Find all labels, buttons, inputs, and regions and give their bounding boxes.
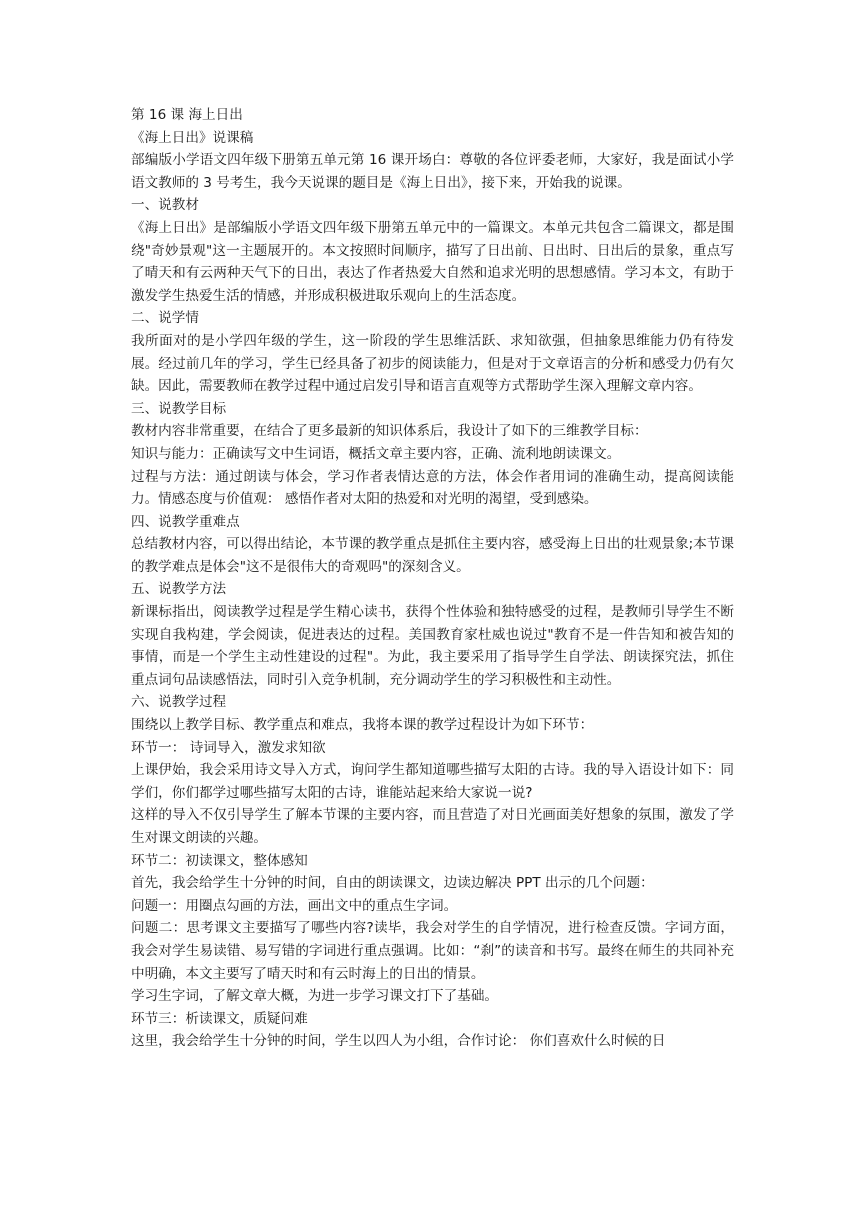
process-intro: 围绕以上教学目标、教学重点和难点，我将本课的教学过程设计为如下环节： [131, 717, 594, 734]
methods-paragraph: 新课标指出，阅读教学过程是学生精心读书，获得个性体验和独特感受的过程，是教师引导学生不断实现自我构建，学会阅读，促进表达的过程。美国教育家杜威也说过"教育不是一件告知和被告知的事情，而是一个学生主动性建设的过程"。为此，我主要采用了指导学生自学法、朗读探究法，抓住重点词句品读感悟法，同时引入竞争机制，充分调动学生的学习积极性和主动性。 [131, 604, 734, 688]
step-three-paragraph: 这里，我会给学生十分钟的时间，学生以四人为小组，合作讨论： 你们喜欢什么时候的日 [131, 1033, 666, 1050]
step-two-summary: 学习生字词，了解文章大概，为进一步学习课文打下了基础。 [131, 988, 499, 1005]
opening-paragraph: 部编版小学语文四年级下册第五单元第 16 课开场白：尊敬的各位评委老师，大家好，我是面试小学语文教师的 3 号考生，我今天说课的题目是《海上日出》，接下来，开始我的说课。 [131, 152, 734, 191]
step-three-heading: 环节三：析读课文，质疑问难 [131, 1010, 308, 1027]
lesson-title: 第 16 课 海上日出 [131, 107, 243, 123]
document-title: 《海上日出》说课稿 [131, 129, 254, 146]
step-one-paragraph: 上课伊始，我会采用诗文导入方式，询问学生都知道哪些描写太阳的古诗。我的导入语设计如下：同学们，你们都学过哪些描写太阳的古诗，谁能站起来给大家说一说? [131, 762, 734, 801]
goal-knowledge: 知识与能力：正确读写文中生词语，概括文章主要内容，正确、流利地朗读课文。 [131, 445, 621, 462]
section-heading-methods: 五、说教学方法 [131, 581, 227, 598]
students-paragraph: 我所面对的是小学四年级的学生，这一阶段的学生思维活跃、求知欲强，但抽象思维能力仍有待发展。经过前几年的学习，学生已经具备了初步的阅读能力，但是对于文章语言的分析和感受力仍有欠缺。因此，需要教师在教学过程中通过启发引导和语言直观等方式帮助学生深入理解文章内容。 [131, 332, 734, 395]
section-heading-process: 六、说教学过程 [131, 694, 227, 711]
key-points-paragraph: 总结教材内容，可以得出结论，本节课的教学重点是抓住主要内容，感受海上日出的壮观景象;本节课的教学难点是体会"这不是很伟大的奇观吗"的深刻含义。 [131, 536, 734, 575]
step-two-paragraph: 首先，我会给学生十分钟的时间，自由的朗读课文，边读边解决 PPT 出示的几个问题： [131, 875, 654, 892]
step-one-summary: 这样的导入不仅引导学生了解本节课的主要内容，而且营造了对日光画面美好想象的氛围，激发了学生对课文朗读的兴趣。 [131, 807, 734, 846]
goals-intro: 教材内容非常重要，在结合了更多最新的知识体系后，我设计了如下的三维教学目标： [131, 423, 648, 440]
section-heading-students: 二、说学情 [131, 310, 199, 327]
section-heading-key-points: 四、说教学重难点 [131, 513, 240, 530]
goal-process: 过程与方法：通过朗读与体会，学习作者表情达意的方法，体会作者用词的准确生动，提高阅读能力。情感态度与价值观： 感悟作者对太阳的热爱和对光明的渴望，受到感染。 [131, 468, 734, 508]
step-two-heading: 环节二：初读课文，整体感知 [131, 852, 308, 869]
textbook-paragraph: 《海上日出》是部编版小学语文四年级下册第五单元中的一篇课文。本单元共包含二篇课文，都是围绕"奇妙景观"这一主题展开的。本文按照时间顺序，描写了日出前、日出时、日出后的景象，重点写了晴天和有云两种天气下的日出，表达了作者热爱大自然和追求光明的思想感情。学习本文，有助于激发学生热爱生活的情感，并形成积极进取乐观向上的生活态度。 [131, 219, 734, 304]
question-two: 问题二：思考课文主要描写了哪些内容?读毕，我会对学生的自学情况，进行检查反馈。字词方面，我会对学生易读错、易写错的字词进行重点强调。比如：“刹”的读音和书写。最终在师生的共同补充中明确，本文主要写了晴天时和有云时海上的日出的情景。 [131, 920, 734, 982]
question-one: 问题一：用圈点勾画的方法，画出文中的重点生字词。 [131, 897, 458, 914]
section-heading-goals: 三、说教学目标 [131, 400, 227, 417]
document-body [131, 104, 734, 1053]
section-heading-textbook: 一、说教材 [131, 197, 199, 214]
step-one-heading: 环节一： 诗词导入，激发求知欲 [131, 739, 326, 756]
